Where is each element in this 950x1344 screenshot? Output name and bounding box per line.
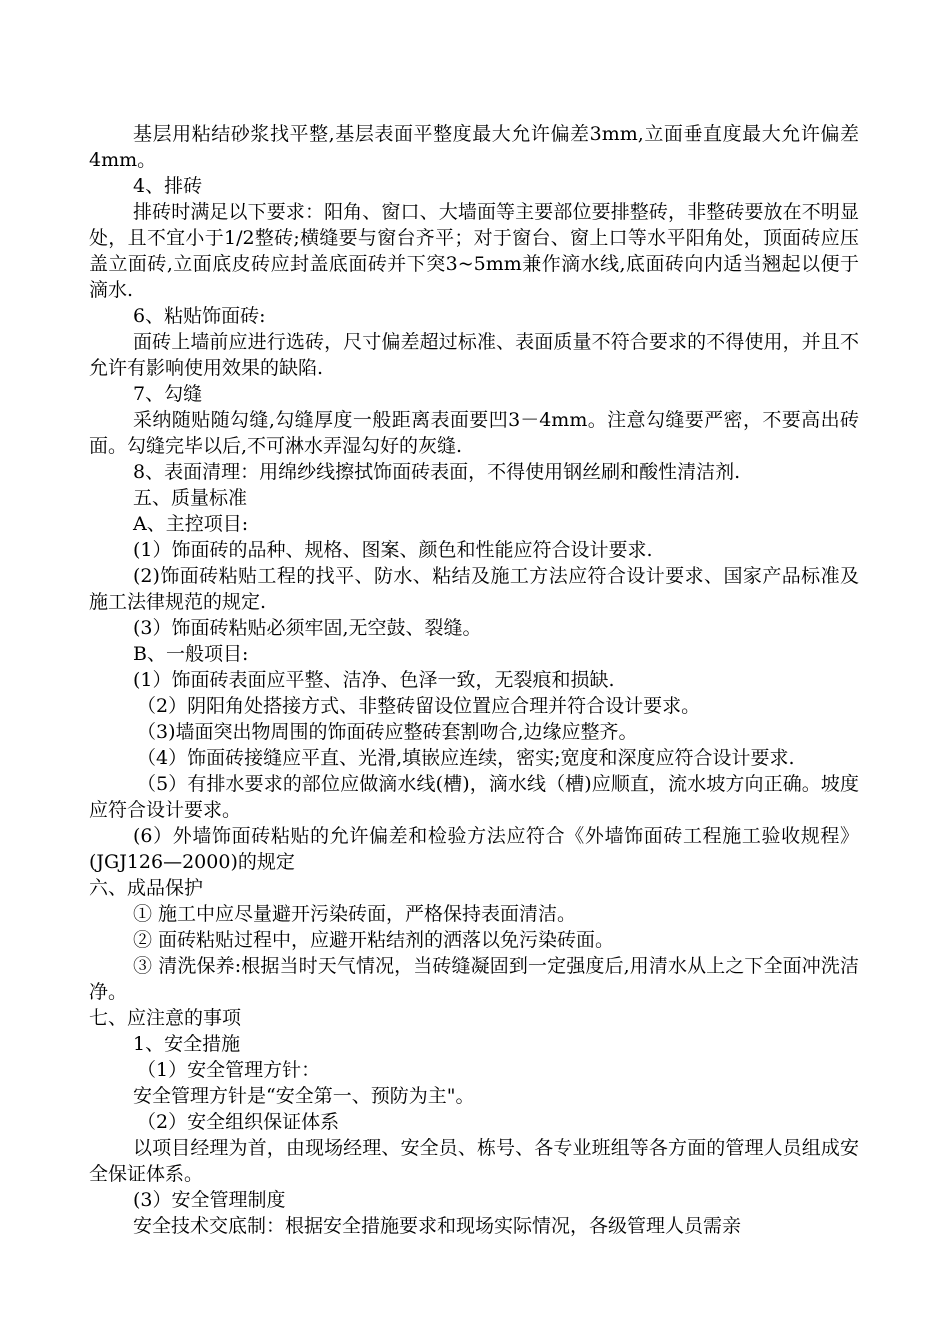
- paragraph: (6）外墙饰面砖粘贴的允许偏差和检验方法应符合《外墙饰面砖工程施工验收规程》(JGJ126—2000)的规定: [89, 825, 859, 873]
- paragraph: （5）有排水要求的部位应做滴水线(槽)，滴水线（槽)应顺直，流水坡方向正确。坡度应符合设计要求。: [89, 773, 859, 821]
- paragraph: （3)墙面突出物周围的饰面砖应整砖套割吻合,边缘应整齐。: [137, 721, 638, 743]
- paragraph: ② 面砖粘贴过程中，应避开粘结剂的洒落以免污染砖面。: [133, 929, 615, 951]
- paragraph: (1）饰面砖表面应平整、洁净、色泽一致，无裂痕和损缺.: [133, 669, 615, 691]
- paragraph: 安全技术交底制：根据安全措施要求和现场实际情况，各级管理人员需亲: [133, 1215, 742, 1237]
- paragraph: (2)饰面砖粘贴工程的找平、防水、粘结及施工方法应符合设计要求、国家产品标准及施工法律规范的规定.: [89, 565, 859, 613]
- document-body: [89, 121, 859, 1239]
- paragraph: (1）饰面砖的品种、规格、图案、颜色和性能应符合设计要求.: [133, 539, 653, 561]
- paragraph: 8、表面清理：用绵纱线擦拭饰面砖表面，不得使用钢丝刷和酸性清洁剂.: [133, 461, 741, 483]
- paragraph: (3）安全管理制度: [133, 1189, 286, 1211]
- paragraph: (3）饰面砖粘贴必须牢固,无空鼓、裂缝。: [133, 617, 482, 639]
- paragraph: （2）阴阳角处搭接方式、非整砖留设位置应合理并符合设计要求。: [137, 695, 701, 717]
- paragraph: 4、排砖: [133, 175, 203, 197]
- paragraph: （4）饰面砖接缝应平直、光滑,填嵌应连续，密实;宽度和深度应符合设计要求.: [137, 747, 795, 769]
- paragraph: 安全管理方针是“安全第一、预防为主"。: [133, 1085, 475, 1107]
- paragraph: 6、粘贴饰面砖:: [133, 305, 266, 327]
- paragraph: （1）安全管理方针：: [137, 1059, 321, 1081]
- paragraph: 1、安全措施: [133, 1033, 241, 1055]
- paragraph: 面砖上墙前应进行选砖，尺寸偏差超过标准、表面质量不符合要求的不得使用，并且不允许有影响使用效果的缺陷.: [89, 331, 859, 379]
- paragraph: 排砖时满足以下要求：阳角、窗口、大墙面等主要部位要排整砖，非整砖要放在不明显处，且不宜小于1/2整砖;横缝要与窗台齐平；对于窗台、窗上口等水平阳角处，顶面砖应压盖立面砖,立面底皮砖应封盖底面砖并下突3~5mm兼作滴水线,底面砖向内适当翘起以便于滴水.: [89, 201, 859, 301]
- paragraph: 基层用粘结砂浆找平整,基层表面平整度最大允许偏差3mm,立面垂直度最大允许偏差4mm。: [89, 123, 859, 171]
- paragraph: （2）安全组织保证体系: [137, 1111, 340, 1133]
- paragraph: 六、成品保护: [89, 877, 204, 899]
- paragraph: 五、质量标准: [133, 487, 248, 509]
- paragraph: ① 施工中应尽量避开污染砖面，严格保持表面清洁。: [133, 903, 577, 925]
- paragraph: 采纳随贴随勾缝,勾缝厚度一般距离表面要凹3－4mm。注意勾缝要严密，不要高出砖面。勾缝完毕以后,不可淋水弄湿勾好的灰缝.: [89, 409, 859, 457]
- paragraph: 七、应注意的事项: [89, 1007, 242, 1029]
- paragraph: A、主控项目:: [133, 513, 249, 535]
- paragraph: ③ 清洗保养:根据当时天气情况，当砖缝凝固到一定强度后,用清水从上之下全面冲洗洁净。: [89, 955, 859, 1003]
- paragraph: 7、勾缝: [133, 383, 203, 405]
- paragraph: 以项目经理为首，由现场经理、安全员、栋号、各专业班组等各方面的管理人员组成安全保证体系。: [89, 1137, 859, 1185]
- paragraph: B、一般项目:: [133, 643, 249, 665]
